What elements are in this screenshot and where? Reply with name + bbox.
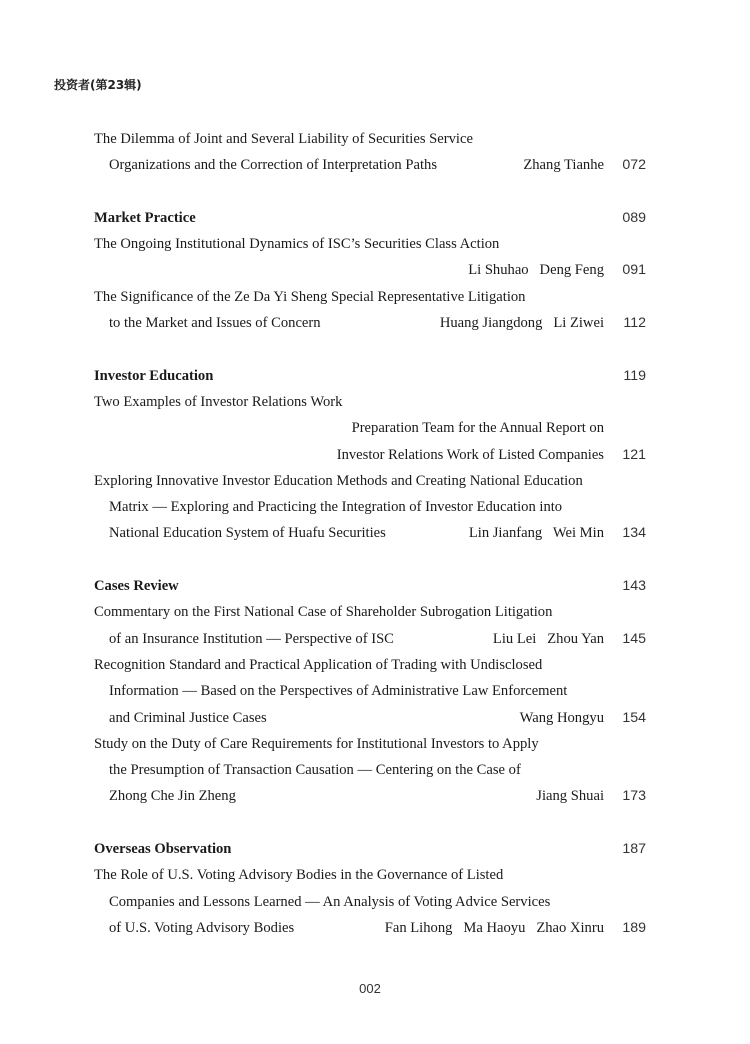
entry-title-line: Organizations and the Correction of Interpretation Paths (109, 157, 437, 174)
entry-title-line: Information — Based on the Perspectives of Administrative Law Enforcement (109, 683, 568, 700)
toc-entry-line (94, 494, 646, 520)
entry-title-line: Zhong Che Jin Zheng (109, 788, 236, 805)
entry-title-line: National Education System of Huafu Securities (109, 525, 386, 542)
entry-page-number: 072 (622, 157, 646, 174)
entry-authors: Li Shuhao Deng Feng (468, 262, 604, 279)
toc-entry-line (94, 152, 646, 178)
section-title: Investor Education (94, 367, 214, 384)
section-page-number: 119 (623, 367, 646, 384)
section-title: Cases Review (94, 578, 179, 595)
entry-title-line: The Dilemma of Joint and Several Liability of Securities Service (94, 131, 473, 147)
section-heading (94, 363, 646, 389)
toc-entry-line (94, 389, 646, 415)
entry-title-line: Exploring Innovative Investor Education Methods and Creating National Education (94, 472, 583, 489)
entry-title-line: The Ongoing Institutional Dynamics of ISC’s Securities Class Action (94, 236, 500, 253)
toc-entry-line (94, 520, 646, 546)
entry-title-line: Recognition Standard and Practical Application of Trading with Undisclosed (94, 656, 543, 673)
toc-entry-line (94, 915, 646, 941)
toc-entry-line (94, 468, 646, 494)
section-heading (94, 573, 646, 599)
section-page-number: 089 (622, 209, 646, 226)
entry-title-line: Study on the Duty of Care Requirements for Institutional Investors to Apply (94, 735, 539, 752)
entry-authors: Jiang Shuai (536, 788, 604, 805)
toc-entry-line (94, 231, 646, 257)
entry-authors: Fan Lihong Ma Haoyu Zhao Xinru (384, 919, 604, 936)
running-header: 投资者(第23辑) (54, 78, 142, 92)
toc-entry-line (94, 705, 646, 731)
entry-page-number: 112 (623, 315, 646, 332)
toc-entry-line (94, 415, 646, 441)
section-heading (94, 205, 646, 231)
entry-page-number: 154 (622, 709, 646, 726)
entry-title-line: of an Insurance Institution — Perspective of ISC (109, 630, 394, 647)
entry-authors: Preparation Team for the Annual Report on (351, 420, 604, 437)
entry-page-number: 145 (622, 630, 646, 647)
entry-authors: Zhang Tianhe (523, 157, 604, 174)
entry-title-line: The Role of U.S. Voting Advisory Bodies in the Governance of Listed (94, 867, 504, 884)
toc-entry-line (94, 284, 646, 310)
entry-title-line: Commentary on the First National Case of Shareholder Subrogation Litigation (94, 604, 553, 621)
section-title: Overseas Observation (94, 841, 232, 858)
entry-authors: Huang Jiangdong Li Ziwei (439, 315, 604, 332)
toc-entry-line (94, 889, 646, 915)
entry-title-line: The Significance of the Ze Da Yi Sheng Special Representative Litigation (94, 288, 526, 305)
section-page-number: 187 (622, 841, 646, 858)
footer-page-number: 002 (359, 981, 381, 996)
section-heading (94, 836, 646, 862)
entry-title-line: and Criminal Justice Cases (109, 709, 267, 726)
section-title: Market Practice (94, 209, 196, 226)
toc-entry-line (94, 126, 646, 152)
toc-entry-line (94, 652, 646, 678)
toc-entry-line (94, 783, 646, 809)
toc-entry-line (94, 257, 646, 283)
toc-entry-line (94, 626, 646, 652)
toc-entry-line (94, 599, 646, 625)
entry-authors: Wang Hongyu (519, 709, 604, 726)
toc-entry-line (94, 731, 646, 757)
toc-entry-line (94, 757, 646, 783)
toc-entry-line (94, 442, 646, 468)
toc-entry-line (94, 862, 646, 888)
entry-page-number: 134 (622, 525, 646, 542)
entry-title-line: Two Examples of Investor Relations Work (94, 393, 343, 410)
entry-title-line: of U.S. Voting Advisory Bodies (109, 919, 295, 936)
toc-entry-line (94, 310, 646, 336)
entry-authors: Liu Lei Zhou Yan (492, 630, 604, 647)
entry-page-number: 091 (622, 262, 646, 279)
table-of-contents (94, 126, 646, 941)
entry-title-line: Matrix — Exploring and Practicing the Integration of Investor Education into (109, 499, 563, 516)
entry-title-line: the Presumption of Transaction Causation — Centering on the Case of (109, 762, 521, 779)
entry-title-line: Companies and Lessons Learned — An Analysis of Voting Advice Services (109, 893, 551, 910)
entry-title-line: to the Market and Issues of Concern (109, 315, 321, 332)
entry-authors: Investor Relations Work of Listed Companies (336, 446, 604, 463)
section-page-number: 143 (622, 578, 646, 595)
entry-page-number: 173 (622, 788, 646, 805)
entry-page-number: 121 (622, 446, 646, 463)
entry-page-number: 189 (622, 919, 646, 936)
toc-entry-line (94, 678, 646, 704)
entry-authors: Lin Jianfang Wei Min (468, 525, 604, 542)
